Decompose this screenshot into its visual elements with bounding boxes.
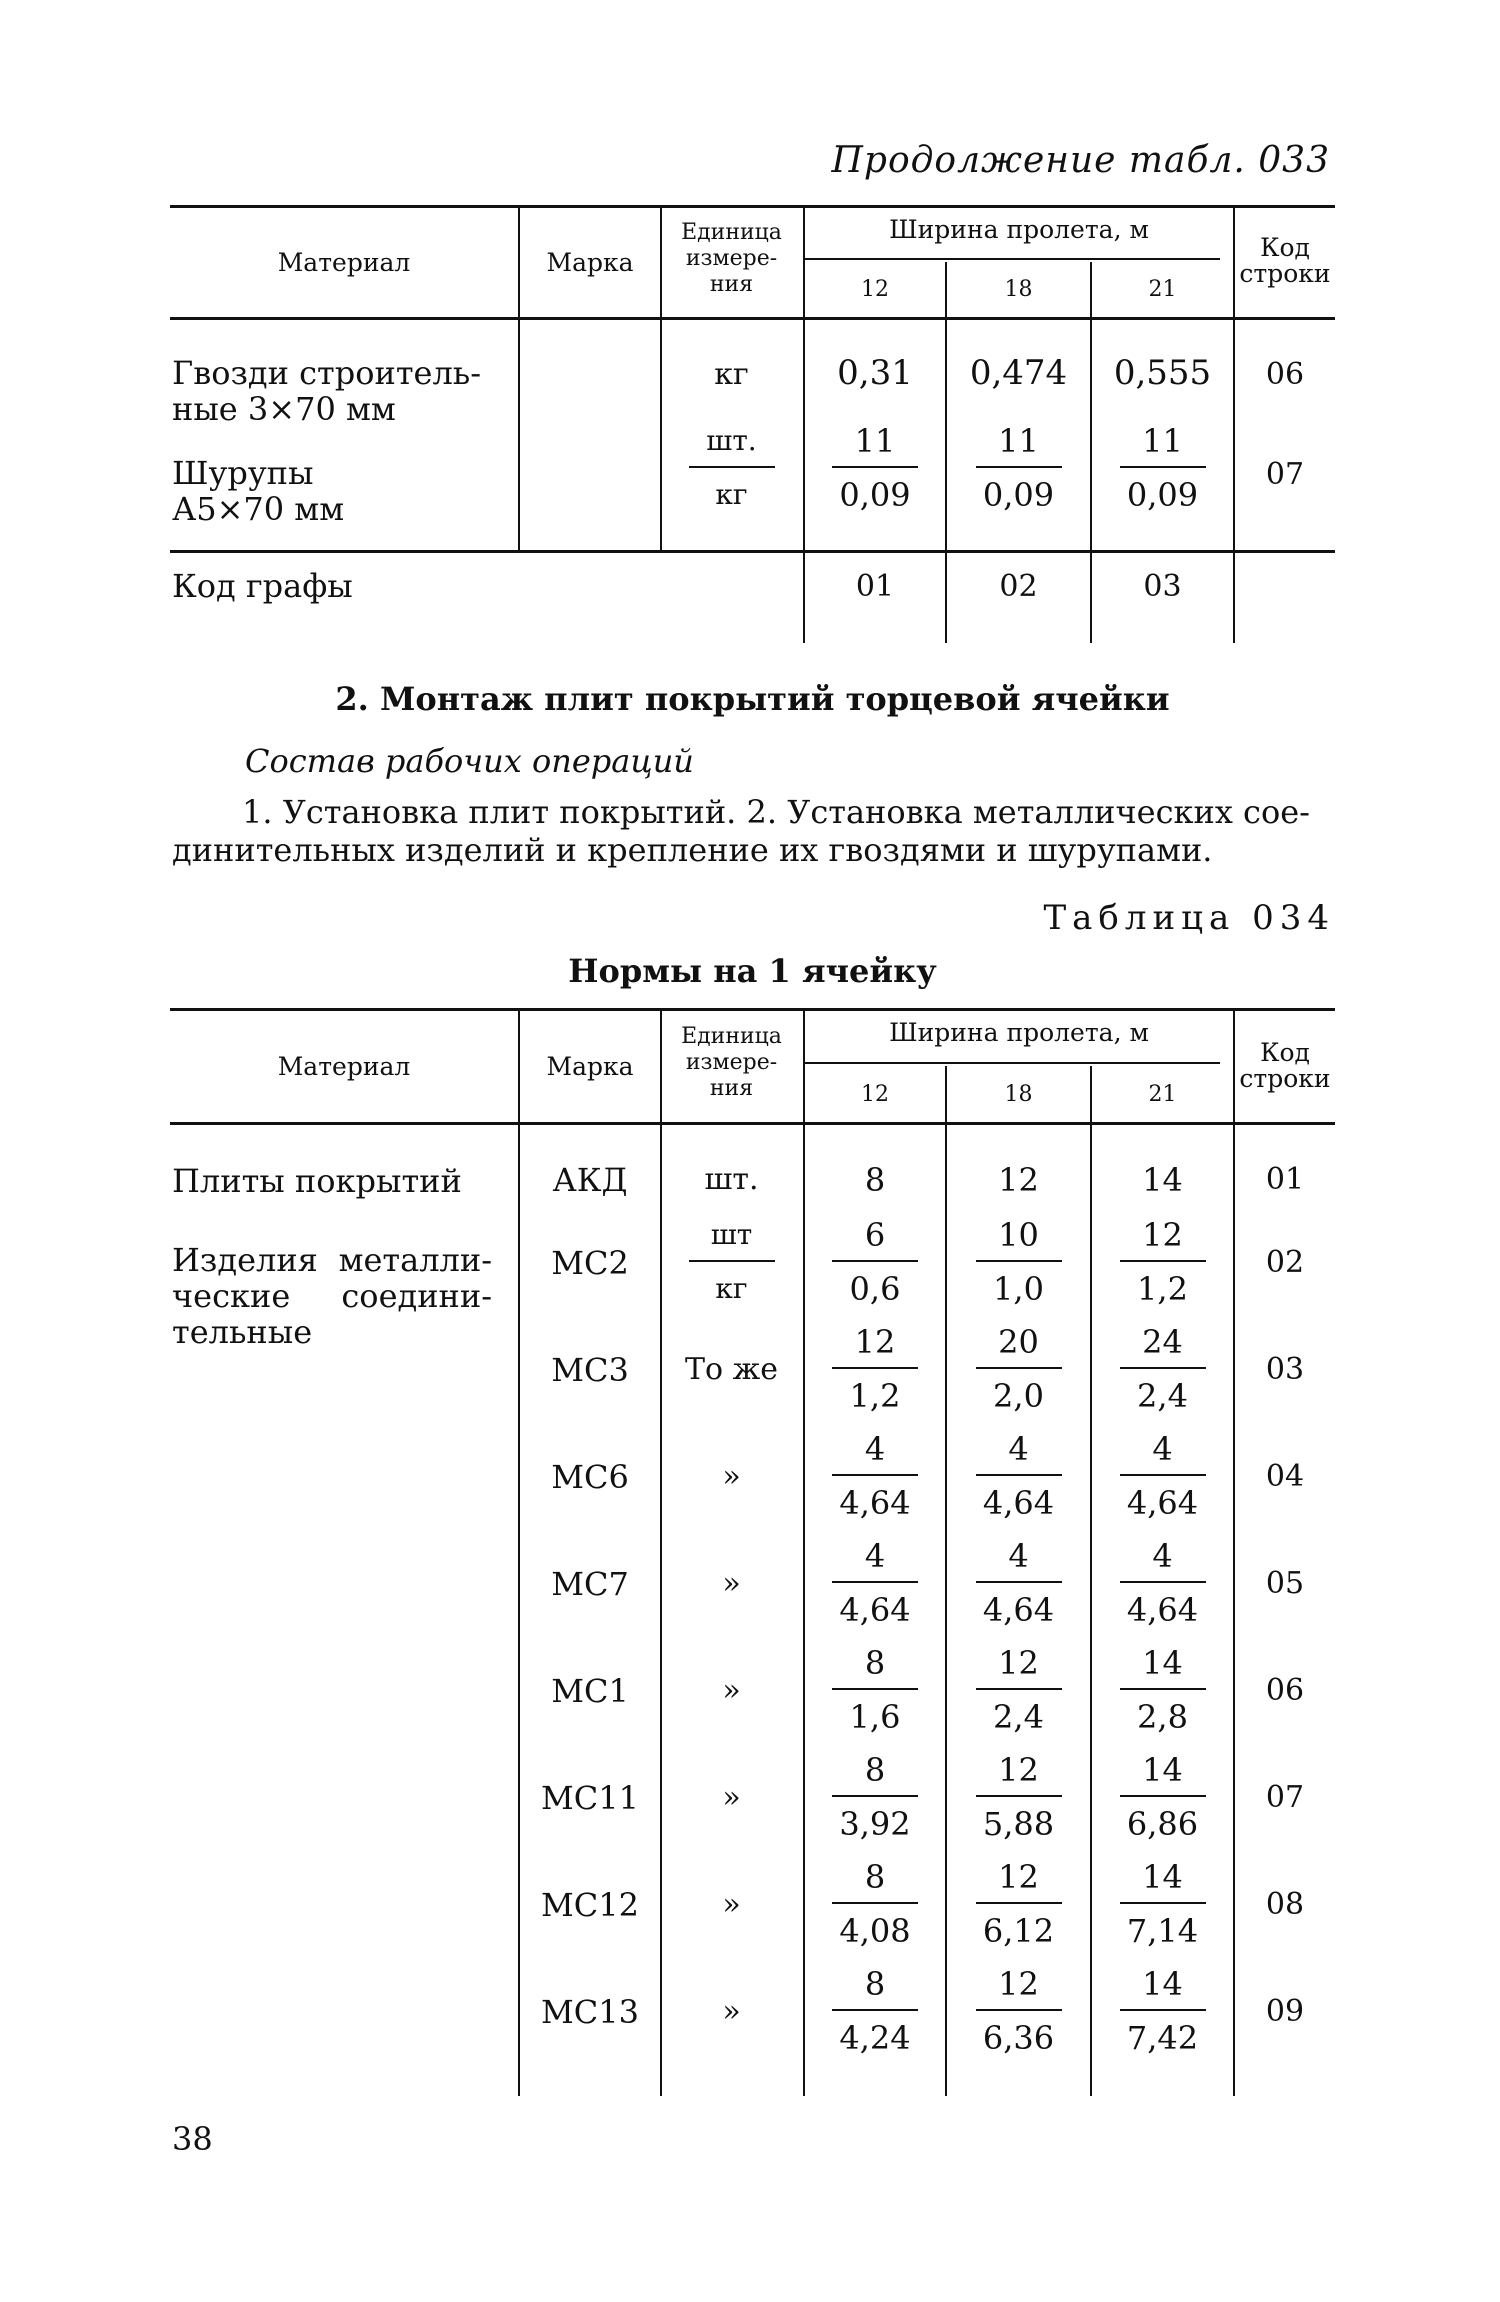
row-value-fraction: 8 1,6 — [805, 1644, 945, 1736]
row-code: 07 — [1265, 457, 1305, 492]
header-marka: Марка — [546, 248, 634, 277]
row-code: 04 — [1265, 1459, 1305, 1494]
row-unit: » — [722, 1887, 741, 1922]
row-unit-fraction: шт. кг — [660, 422, 803, 514]
row-code: 09 — [1265, 1994, 1305, 2029]
page-header: Продолжение табл. 033 — [831, 140, 1330, 181]
row-code: 02 — [1265, 1245, 1305, 1280]
row-value-fraction: 14 7,14 — [1092, 1858, 1233, 1950]
row-unit: » — [722, 1673, 741, 1708]
row-value-fraction: 12 1,2 — [1092, 1216, 1233, 1308]
row-code: 01 — [1265, 1162, 1305, 1197]
header-span-18: 18 — [1004, 277, 1033, 302]
row-value-fraction: 8 4,24 — [805, 1965, 945, 2057]
header-span-21: 21 — [1148, 1082, 1177, 1107]
row-value-fraction: 8 4,08 — [805, 1858, 945, 1950]
row-marka: МС1 — [551, 1672, 629, 1710]
row-value-fraction: 11 0,09 — [1092, 422, 1233, 514]
row-value-fraction: 12 6,36 — [947, 1965, 1090, 2057]
footer-code: 02 — [999, 569, 1038, 604]
header-material: Материал — [277, 248, 411, 277]
row-code: 07 — [1265, 1780, 1305, 1815]
header-unit: Единица измере- ния — [681, 220, 782, 297]
header-code: Код строки — [1239, 233, 1331, 288]
row-value-fraction: 4 4,64 — [805, 1537, 945, 1629]
row-unit: кг — [714, 357, 749, 392]
row-value-fraction: 8 3,92 — [805, 1751, 945, 1843]
header-marka: Марка — [546, 1052, 634, 1081]
row-marka: МС6 — [551, 1458, 629, 1496]
header-span-21: 21 — [1148, 277, 1177, 302]
page-number: 38 — [172, 2120, 213, 2158]
row-value-fraction: 11 0,09 — [805, 422, 945, 514]
row-value-fraction: 10 1,0 — [947, 1216, 1090, 1308]
row-code: 06 — [1265, 1673, 1305, 1708]
row-value-fraction: 24 2,4 — [1092, 1323, 1233, 1415]
footer-code: 03 — [1143, 569, 1182, 604]
row-unit: » — [722, 1994, 741, 2029]
header-code: Код строки — [1239, 1038, 1331, 1093]
row-material-screws: Шурупы А5×70 мм — [172, 454, 345, 528]
row-value-fraction: 20 2,0 — [947, 1323, 1090, 1415]
row-value: 0,31 — [837, 353, 913, 393]
row-material-nails: Гвозди строитель- ные 3×70 мм — [172, 354, 482, 428]
header-span-18: 18 — [1004, 1082, 1033, 1107]
row-unit: » — [722, 1566, 741, 1601]
row-unit: » — [722, 1459, 741, 1494]
row-code: 08 — [1265, 1887, 1305, 1922]
header-span: Ширина пролета, м — [889, 1018, 1149, 1047]
material-metal-products: Изделия металли- ческие соедини- тельные — [172, 1241, 492, 1351]
row-marka: МС2 — [551, 1244, 629, 1282]
row-value-fraction: 6 0,6 — [805, 1216, 945, 1308]
row-marka: МС7 — [551, 1565, 629, 1603]
row-value-fraction: 12 6,12 — [947, 1858, 1090, 1950]
row-value: 14 — [1142, 1161, 1183, 1199]
row-value-fraction: 14 7,42 — [1092, 1965, 1233, 2057]
row-code: 03 — [1265, 1352, 1305, 1387]
row-marka: МС12 — [541, 1886, 639, 1924]
table-label: Таблица 034 — [1043, 898, 1335, 938]
row-value-fraction: 12 5,88 — [947, 1751, 1090, 1843]
row-marka: МС13 — [541, 1993, 639, 2031]
row-marka: АКД — [552, 1161, 628, 1199]
material-plates: Плиты покрытий — [172, 1162, 462, 1200]
footer-label: Код графы — [172, 567, 353, 605]
footer-code: 01 — [855, 569, 895, 604]
row-value: 0,555 — [1113, 353, 1212, 393]
header-span: Ширина пролета, м — [889, 215, 1149, 244]
row-value-fraction: 12 2,4 — [947, 1644, 1090, 1736]
header-span-12: 12 — [861, 1082, 889, 1107]
row-value-fraction: 12 1,2 — [805, 1323, 945, 1415]
table-title: Нормы на 1 ячейку — [568, 952, 937, 990]
row-unit-fraction: шт кг — [660, 1216, 803, 1308]
row-value-fraction: 4 4,64 — [947, 1430, 1090, 1522]
row-unit: То же — [685, 1352, 778, 1387]
row-value-fraction: 14 6,86 — [1092, 1751, 1233, 1843]
header-material: Материал — [277, 1052, 411, 1081]
row-code: 06 — [1265, 357, 1305, 392]
row-marka: МС3 — [551, 1351, 629, 1389]
row-value: 8 — [864, 1161, 886, 1199]
row-marka: МС11 — [541, 1779, 639, 1817]
row-value: 0,474 — [969, 353, 1068, 393]
row-unit: шт. — [704, 1162, 759, 1197]
row-value-fraction: 4 4,64 — [947, 1537, 1090, 1629]
subtitle: Состав рабочих операций — [245, 742, 694, 780]
row-value-fraction: 4 4,64 — [1092, 1430, 1233, 1522]
row-value-fraction: 4 4,64 — [1092, 1537, 1233, 1629]
operations-text: 1. Установка плит покрытий. 2. Установка металлических сое- динительных изделий и крепление их гвоздями и шурупами. — [172, 793, 1310, 869]
section-title: 2. Монтаж плит покрытий торцевой ячейки — [335, 680, 1170, 718]
row-value-fraction: 14 2,8 — [1092, 1644, 1233, 1736]
row-value-fraction: 11 0,09 — [947, 422, 1090, 514]
row-value-fraction: 4 4,64 — [805, 1430, 945, 1522]
row-code: 05 — [1265, 1566, 1305, 1601]
header-span-12: 12 — [861, 277, 889, 302]
header-unit: Единица измере- ния — [681, 1024, 782, 1101]
row-unit: » — [722, 1780, 741, 1815]
row-value: 12 — [998, 1161, 1039, 1199]
